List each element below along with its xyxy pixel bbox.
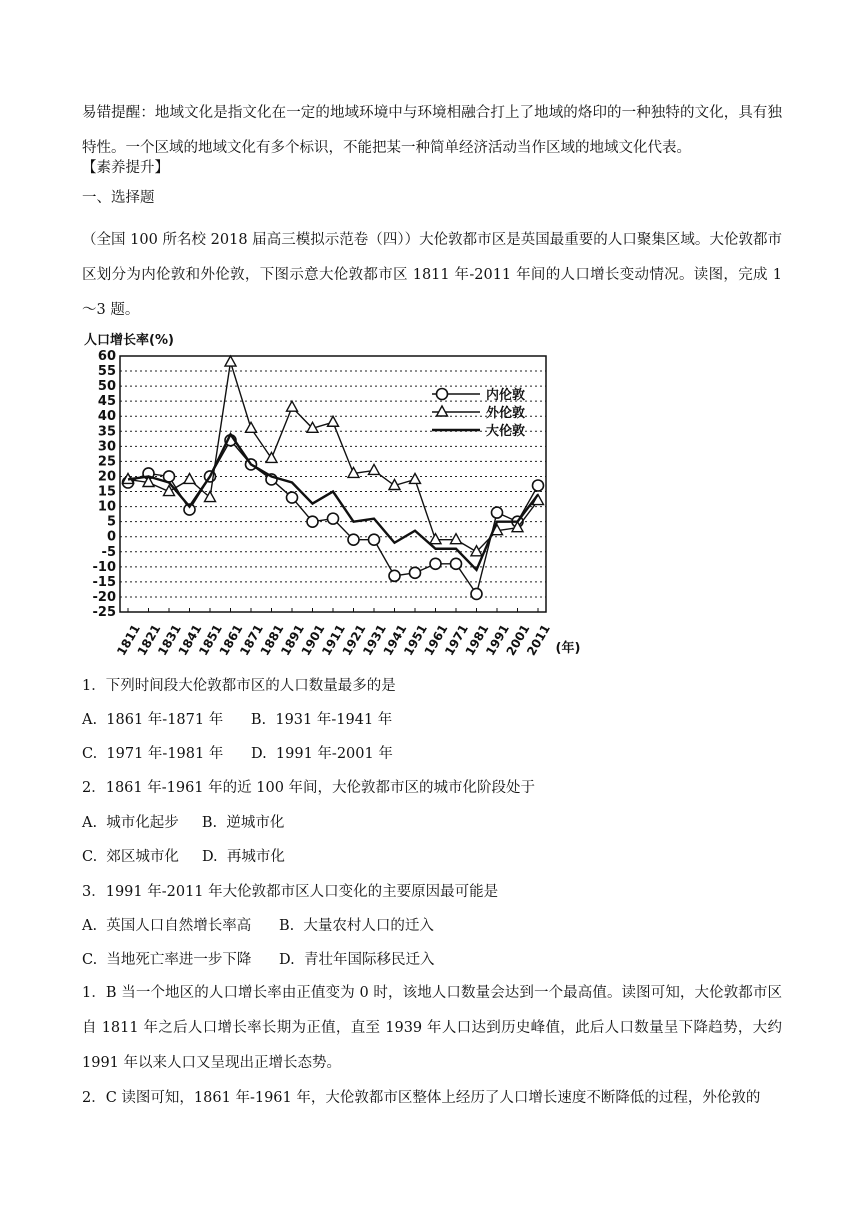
part-title: 一、选择题: [82, 190, 155, 206]
chart-svg: [80, 326, 600, 664]
x-tick-label: 2001: [503, 622, 533, 658]
data-point-circle: [533, 480, 544, 491]
x-tick-label: 1931: [360, 622, 389, 658]
y-tick-label: 15: [97, 484, 116, 500]
y-tick-label: -20: [92, 589, 116, 605]
y-tick-label: 0: [106, 529, 116, 545]
question-2-stem: 2．1861 年-1961 年的近 100 年间，大伦敦都市区的城市化阶段处于: [82, 780, 536, 796]
answer-2-paragraph: 2．C 读图可知，1861 年-1961 年，大伦敦都市区整体上经历了人口增长速度不断降低的过程，外伦敦的: [82, 1090, 761, 1106]
data-point-triangle: [410, 473, 421, 483]
x-tick-label: 1981: [462, 622, 492, 658]
question-3-options-ab: A. 英国人口自然增长率高 B. 大量农村人口的迁入: [82, 918, 434, 934]
data-point-circle: [410, 567, 421, 578]
x-tick-label: 1851: [196, 622, 225, 658]
y-tick-label: 50: [97, 379, 116, 395]
x-tick-label: 1991: [483, 622, 512, 658]
data-point-circle: [369, 534, 380, 545]
legend-label: 内伦敦: [486, 388, 526, 403]
data-point-triangle: [225, 356, 236, 366]
legend-label: 大伦敦: [486, 424, 526, 439]
tip-paragraph: 易错提醒：地域文化是指文化在一定的地域环境中与环境相融合打上了地域的烙印的一种独特的文化，具有独特性。一个区域的地域文化有多个标识，不能把某一种简单经济活动当作区域的地域文化代表。: [82, 105, 782, 156]
answer-1-paragraph: 1．B 当一个地区的人口增长率由正值变为 0 时，该地人口数量会达到一个最高值。读图可知，大伦敦都市区自 1811 年之后人口增长率长期为正值，直至 1939 年人口达到历史峰值，此后人口数量呈下降趋势，大约 1991 年以来人口又呈现出正增长态势。: [82, 985, 782, 1071]
x-tick-label: 1951: [401, 622, 430, 658]
data-point-triangle: [451, 534, 462, 544]
data-point-circle: [307, 516, 318, 527]
data-point-circle: [430, 558, 441, 569]
y-tick-label: 10: [97, 499, 116, 515]
question-1-options-ab: A. 1861 年-1871 年 B. 1931 年-1941 年: [82, 712, 393, 728]
data-point-circle: [287, 492, 298, 503]
y-tick-label: 25: [97, 454, 116, 470]
data-point-circle: [471, 588, 482, 599]
x-tick-label: 2011: [524, 622, 553, 658]
data-point-circle: [492, 507, 503, 518]
y-tick-label: 55: [97, 364, 116, 380]
y-tick-label: 20: [97, 469, 116, 485]
y-tick-label: -10: [92, 559, 116, 575]
legend-marker-triangle: [437, 406, 448, 416]
y-tick-label: 60: [97, 349, 116, 364]
data-point-triangle: [369, 464, 380, 474]
data-point-triangle: [287, 401, 298, 411]
chart-axes: [93, 349, 553, 658]
y-tick-label: 35: [97, 424, 116, 440]
section-title: 【素养提升】: [82, 160, 169, 176]
y-tick-label: -25: [92, 605, 116, 620]
question-1-options-cd: C. 1971 年-1981 年 D. 1991 年-2001 年: [82, 746, 393, 762]
y-tick-label: 45: [97, 394, 116, 410]
x-tick-label: 1871: [237, 622, 266, 658]
legend-label: 外伦敦: [486, 406, 526, 421]
chart-series: [123, 356, 544, 599]
data-point-circle: [328, 513, 339, 524]
data-point-circle: [389, 570, 400, 581]
data-point-triangle: [430, 534, 441, 544]
x-tick-label: 1921: [339, 622, 369, 658]
x-tick-label: 1881: [257, 622, 287, 658]
data-point-triangle: [205, 492, 216, 502]
question-3-options-cd: C. 当地死亡率进一步下降 D. 青壮年国际移民迁入: [82, 952, 435, 968]
x-tick-label: 1961: [421, 622, 451, 658]
question-2-options-ab: A. 城市化起步 B. 逆城市化: [82, 815, 285, 831]
data-point-circle: [348, 534, 359, 545]
data-point-triangle: [246, 422, 257, 432]
chart-ylabel: 人口增长率(%): [84, 333, 174, 348]
question-2-options-cd: C. 郊区城市化 D. 再城市化: [82, 849, 285, 865]
data-point-triangle: [184, 473, 195, 483]
data-point-triangle: [328, 416, 339, 426]
x-tick-label: 1841: [175, 622, 205, 658]
x-tick-label: 1811: [114, 622, 143, 658]
data-point-circle: [451, 558, 462, 569]
x-tick-label: 1901: [298, 622, 328, 658]
x-tick-label: 1971: [442, 622, 471, 658]
y-tick-label: 40: [97, 409, 116, 425]
x-tick-label: 1821: [134, 622, 164, 658]
population-growth-chart: [80, 326, 600, 664]
y-tick-label: -15: [92, 574, 116, 590]
x-tick-label: 1831: [155, 622, 184, 658]
x-tick-label: 1911: [319, 622, 348, 658]
y-tick-label: -5: [101, 544, 116, 560]
x-tick-label: 1941: [380, 622, 410, 658]
y-tick-label: 5: [106, 514, 116, 530]
question-1-stem: 1．下列时间段大伦敦都市区的人口数量最多的是: [82, 678, 396, 694]
y-tick-label: 30: [97, 439, 116, 455]
intro-paragraph: （全国 100 所名校 2018 届高三模拟示范卷（四））大伦敦都市区是英国最重要的人口聚集区域。大伦敦都市区划分为内伦敦和外伦敦，下图示意大伦敦都市区 1811 年-2011 年间的人口增长变动情况。读图，完成 1～3 题。: [82, 232, 782, 318]
x-tick-label: 1891: [278, 622, 307, 658]
question-3-stem: 3．1991 年-2011 年大伦敦都市区人口变化的主要原因最可能是: [82, 884, 499, 900]
chart-xlabel: (年): [555, 641, 581, 656]
legend-marker-circle: [437, 389, 448, 400]
x-tick-label: 1861: [216, 622, 246, 658]
